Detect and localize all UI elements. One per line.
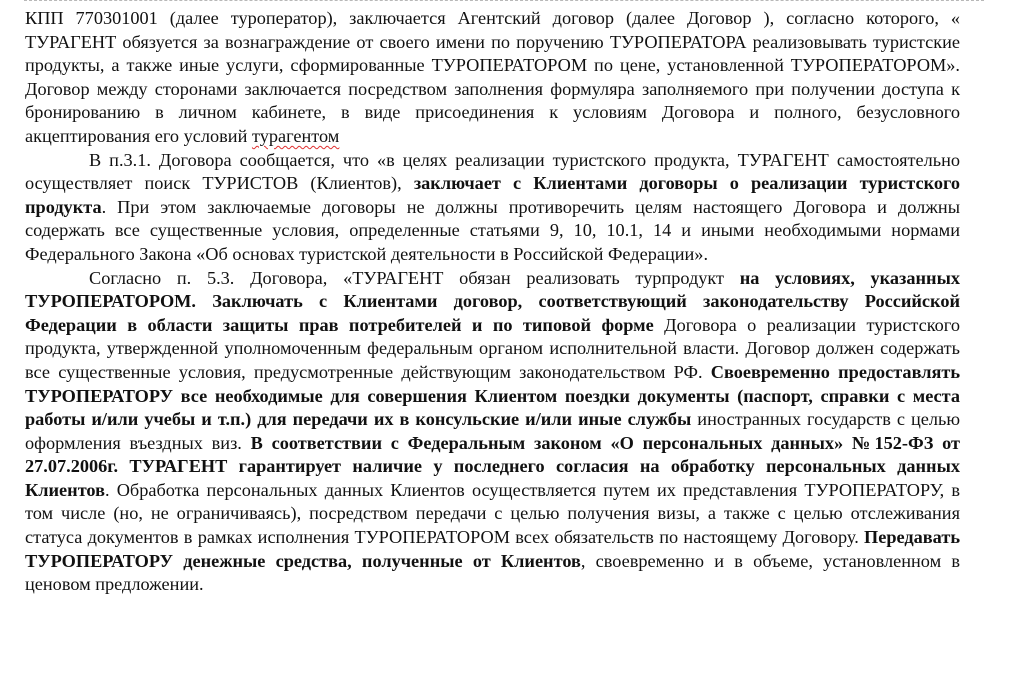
paragraph-3-bold-1: на условиях, указанных ТУРОПЕРАТОРОМ. Заключать с Клиентами договор, соответствующий законодательству Российской Федерации в области защиты прав потребителей и по типовой форме — [25, 267, 960, 335]
paragraph-3-bold-2: Своевременно предоставлять ТУРОПЕРАТОРУ все необходимые для совершения Клиентом поездки документы (паспорт, справки с места работы и/или учебы и т.п.) для передачи их в консульские и/или иные службы — [25, 361, 960, 430]
paragraph-clause-3-1[interactable] — [25, 149, 960, 267]
paragraph-clause-5-3[interactable] — [25, 267, 960, 597]
spellcheck-flagged-word[interactable]: турагентом — [251, 125, 340, 146]
paragraph-1-text: КПП 770301001 (далее туроператор), заключается Агентский договор (далее Договор ), согласно которого, « ТУРАГЕНТ обязуется за вознаграждение от своего имени по поручению ТУРОПЕРАТОРА реализовывать туристские продукты, а также иные услуги, сформированные ТУРОПЕРАТОРОМ по цене, установленной ТУРОПЕРАТОРОМ». Договор между сторонами заключается посредством заполнения формуляра заполняемого при получении доступа к бронированию в личном кабинете, в виде присоединения к условиям Договора и полного, безусловного акцептирования его условий — [25, 8, 960, 146]
paragraph-3-text-4: . Обработка персональных данных Клиентов осуществляется путем их представления ТУРОПЕРАТОРУ, в том числе (но, не ограничиваясь), посредством передачи с целью получения визы, а также с целью отслеживания статуса документов в рамках исполнения ТУРОПЕРАТОРОМ всех обязательств по настоящему Договору. — [25, 479, 960, 548]
paragraph-3-text-5: , своевременно и в объеме, установленном в ценовом предложении. — [25, 550, 960, 595]
paragraph-3-text-3: иностранных государств с целью оформления въездных виз. — [25, 409, 960, 453]
paragraph-3-text-2: Договора о реализации туристского продукта, утвержденной уполномоченным федеральным органом исполнительной власти. Договор должен содержать все существенные условия, предусмотренные действующим законодательством РФ. — [25, 314, 960, 382]
paragraph-agency-agreement[interactable] — [25, 7, 960, 149]
paragraph-2-text-1: В п.3.1. Договора сообщается, что «в целях реализации туристского продукта, ТУРАГЕНТ самостоятельно осуществляет поиск ТУРИСТОВ (Клиентов), — [25, 149, 960, 194]
paragraph-3-bold-3: В соответствии с Федеральным законом «О персональных данных» №152-ФЗ от 27.07.2006г. ТУРАГЕНТ гарантирует наличие у последнего согласия на обработку персональных данных Клиентов — [25, 432, 960, 500]
document-body[interactable] — [25, 7, 960, 597]
paragraph-2-text-2: . При этом заключаемые договоры не должны противоречить целям настоящего Договора и должны содержать все существенные условия, определенные статьями 9, 10, 10.1, 14 и иными необходимыми нормами Федерального Закона «Об основах туристской деятельности в Российской Федерации». — [25, 196, 960, 264]
paragraph-3-text-1: Согласно п. 5.3. Договора, «ТУРАГЕНТ обязан реализовать турпродукт — [89, 267, 725, 288]
paragraph-2-bold-1: заключает с Клиентами договоры о реализации туристского продукта — [25, 173, 960, 217]
paragraph-3-bold-4: Передавать ТУРОПЕРАТОРУ денежные средства, полученные от Клиентов — [25, 527, 960, 571]
page-boundary-guide — [24, 0, 984, 5]
